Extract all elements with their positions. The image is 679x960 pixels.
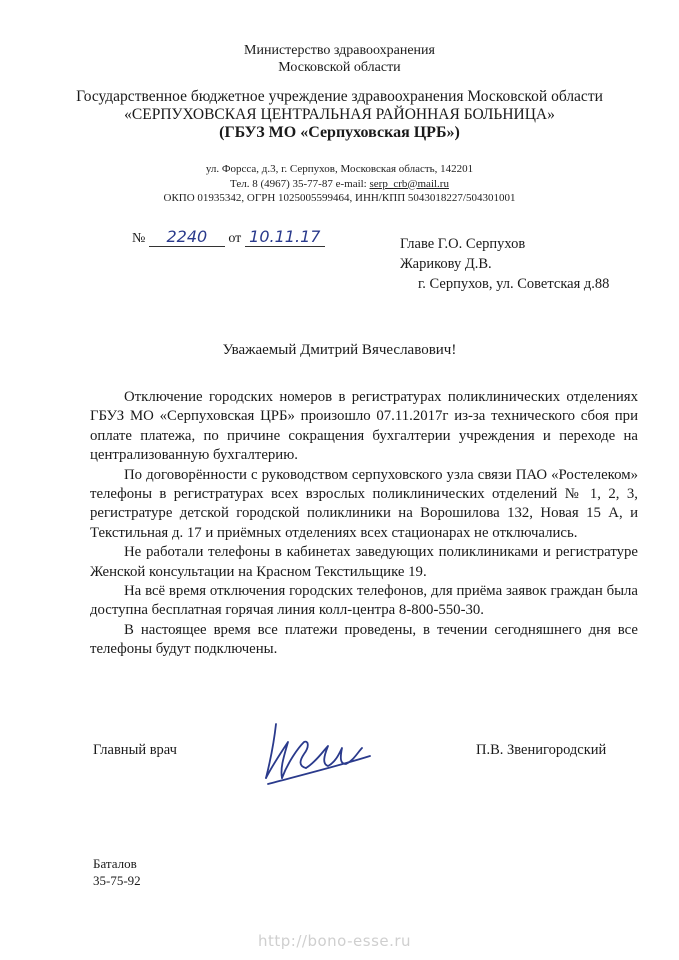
body-paragraph: На всё время отключения городских телефонов, для приёма заявок граждан была доступна бесплатная горячая линия колл-центра 8-800-550-30. — [90, 583, 638, 619]
date-label: от — [228, 231, 242, 246]
email-link[interactable]: serp_crb@mail.ru — [369, 177, 449, 190]
recipient-name: Жарикову Д.В. — [400, 256, 492, 272]
recipient-block — [400, 234, 609, 294]
handwritten-number: 2240 — [149, 228, 225, 247]
recipient-address: г. Серпухов, ул. Советская д.88 — [418, 276, 610, 292]
executor-phone: 35-75-92 — [93, 873, 141, 888]
handwritten-signature — [258, 712, 378, 792]
ministry-region-line: Московской области — [278, 60, 401, 75]
institution-hospital-name: «СЕРПУХОВСКАЯ ЦЕНТРАЛЬНАЯ РАЙОННАЯ БОЛЬНИЦА» — [124, 106, 555, 123]
greeting: Уважаемый Дмитрий Вячеславович! — [222, 342, 457, 358]
registration-codes: ОКПО 01935342, ОГРН 1025005599464, ИНН/КПП 5043018227/504301001 — [163, 192, 516, 204]
institution-short-name: (ГБУЗ МО «Серпуховская ЦРБ») — [219, 124, 460, 141]
executor-block — [93, 855, 141, 889]
contact-block — [0, 162, 679, 206]
institution-heading — [0, 88, 679, 142]
handwritten-date: 10.11.17 — [245, 228, 325, 247]
signer-position: Главный врач — [93, 742, 177, 758]
number-label: № — [132, 231, 146, 246]
body-paragraph: Не работали телефоны в кабинетах заведующих поликлиниками и регистратуре Женской консультации на Красном Текстильщике 19. — [90, 544, 638, 580]
ministry-heading — [0, 42, 679, 76]
phone-text: Тел. 8 (4967) 35-77-87 e-mail: — [230, 177, 370, 190]
address-line: ул. Форсса, д.3, г. Серпухов, Московская область, 142201 — [205, 163, 474, 175]
executor-name: Баталов — [93, 856, 137, 871]
institution-full-name: Государственное бюджетное учреждение здравоохранения Московской области — [76, 88, 603, 105]
body-paragraph: По договорённости с руководством серпуховского узла связи ПАО «Ростелеком» телефоны в регистратурах всех взрослых поликлинических отделений № 1, 2, 3, регистратуре детской городской поликлиники на Ворошилова 132, Новая 15 А, и Текстильная д. 17 и приёмных отделениях всех стационарах не отключались. — [90, 466, 638, 541]
phone-email-line — [0, 177, 679, 192]
recipient-title: Главе Г.О. Серпухов — [400, 236, 526, 252]
signer-name: П.В. Звенигородский — [476, 742, 607, 758]
outgoing-reference — [132, 228, 325, 247]
body-paragraph: Отключение городских номеров в регистратурах поликлинических отделениях ГБУЗ МО «Серпуховская ЦРБ» произошло 07.11.2017г из-за технического сбоя при оплате платежа, по причине сокращения бухгалтерии учреждения и переходе на централизованную бухгалтерию. — [90, 389, 638, 464]
body-paragraph: В настоящее время все платежи проведены, в течении сегодняшнего дня все телефоны будут подключены. — [90, 621, 638, 658]
letter-body — [90, 388, 638, 660]
ministry-line: Министерство здравоохранения — [244, 43, 435, 58]
watermark: http://bono-esse.ru — [258, 932, 412, 950]
